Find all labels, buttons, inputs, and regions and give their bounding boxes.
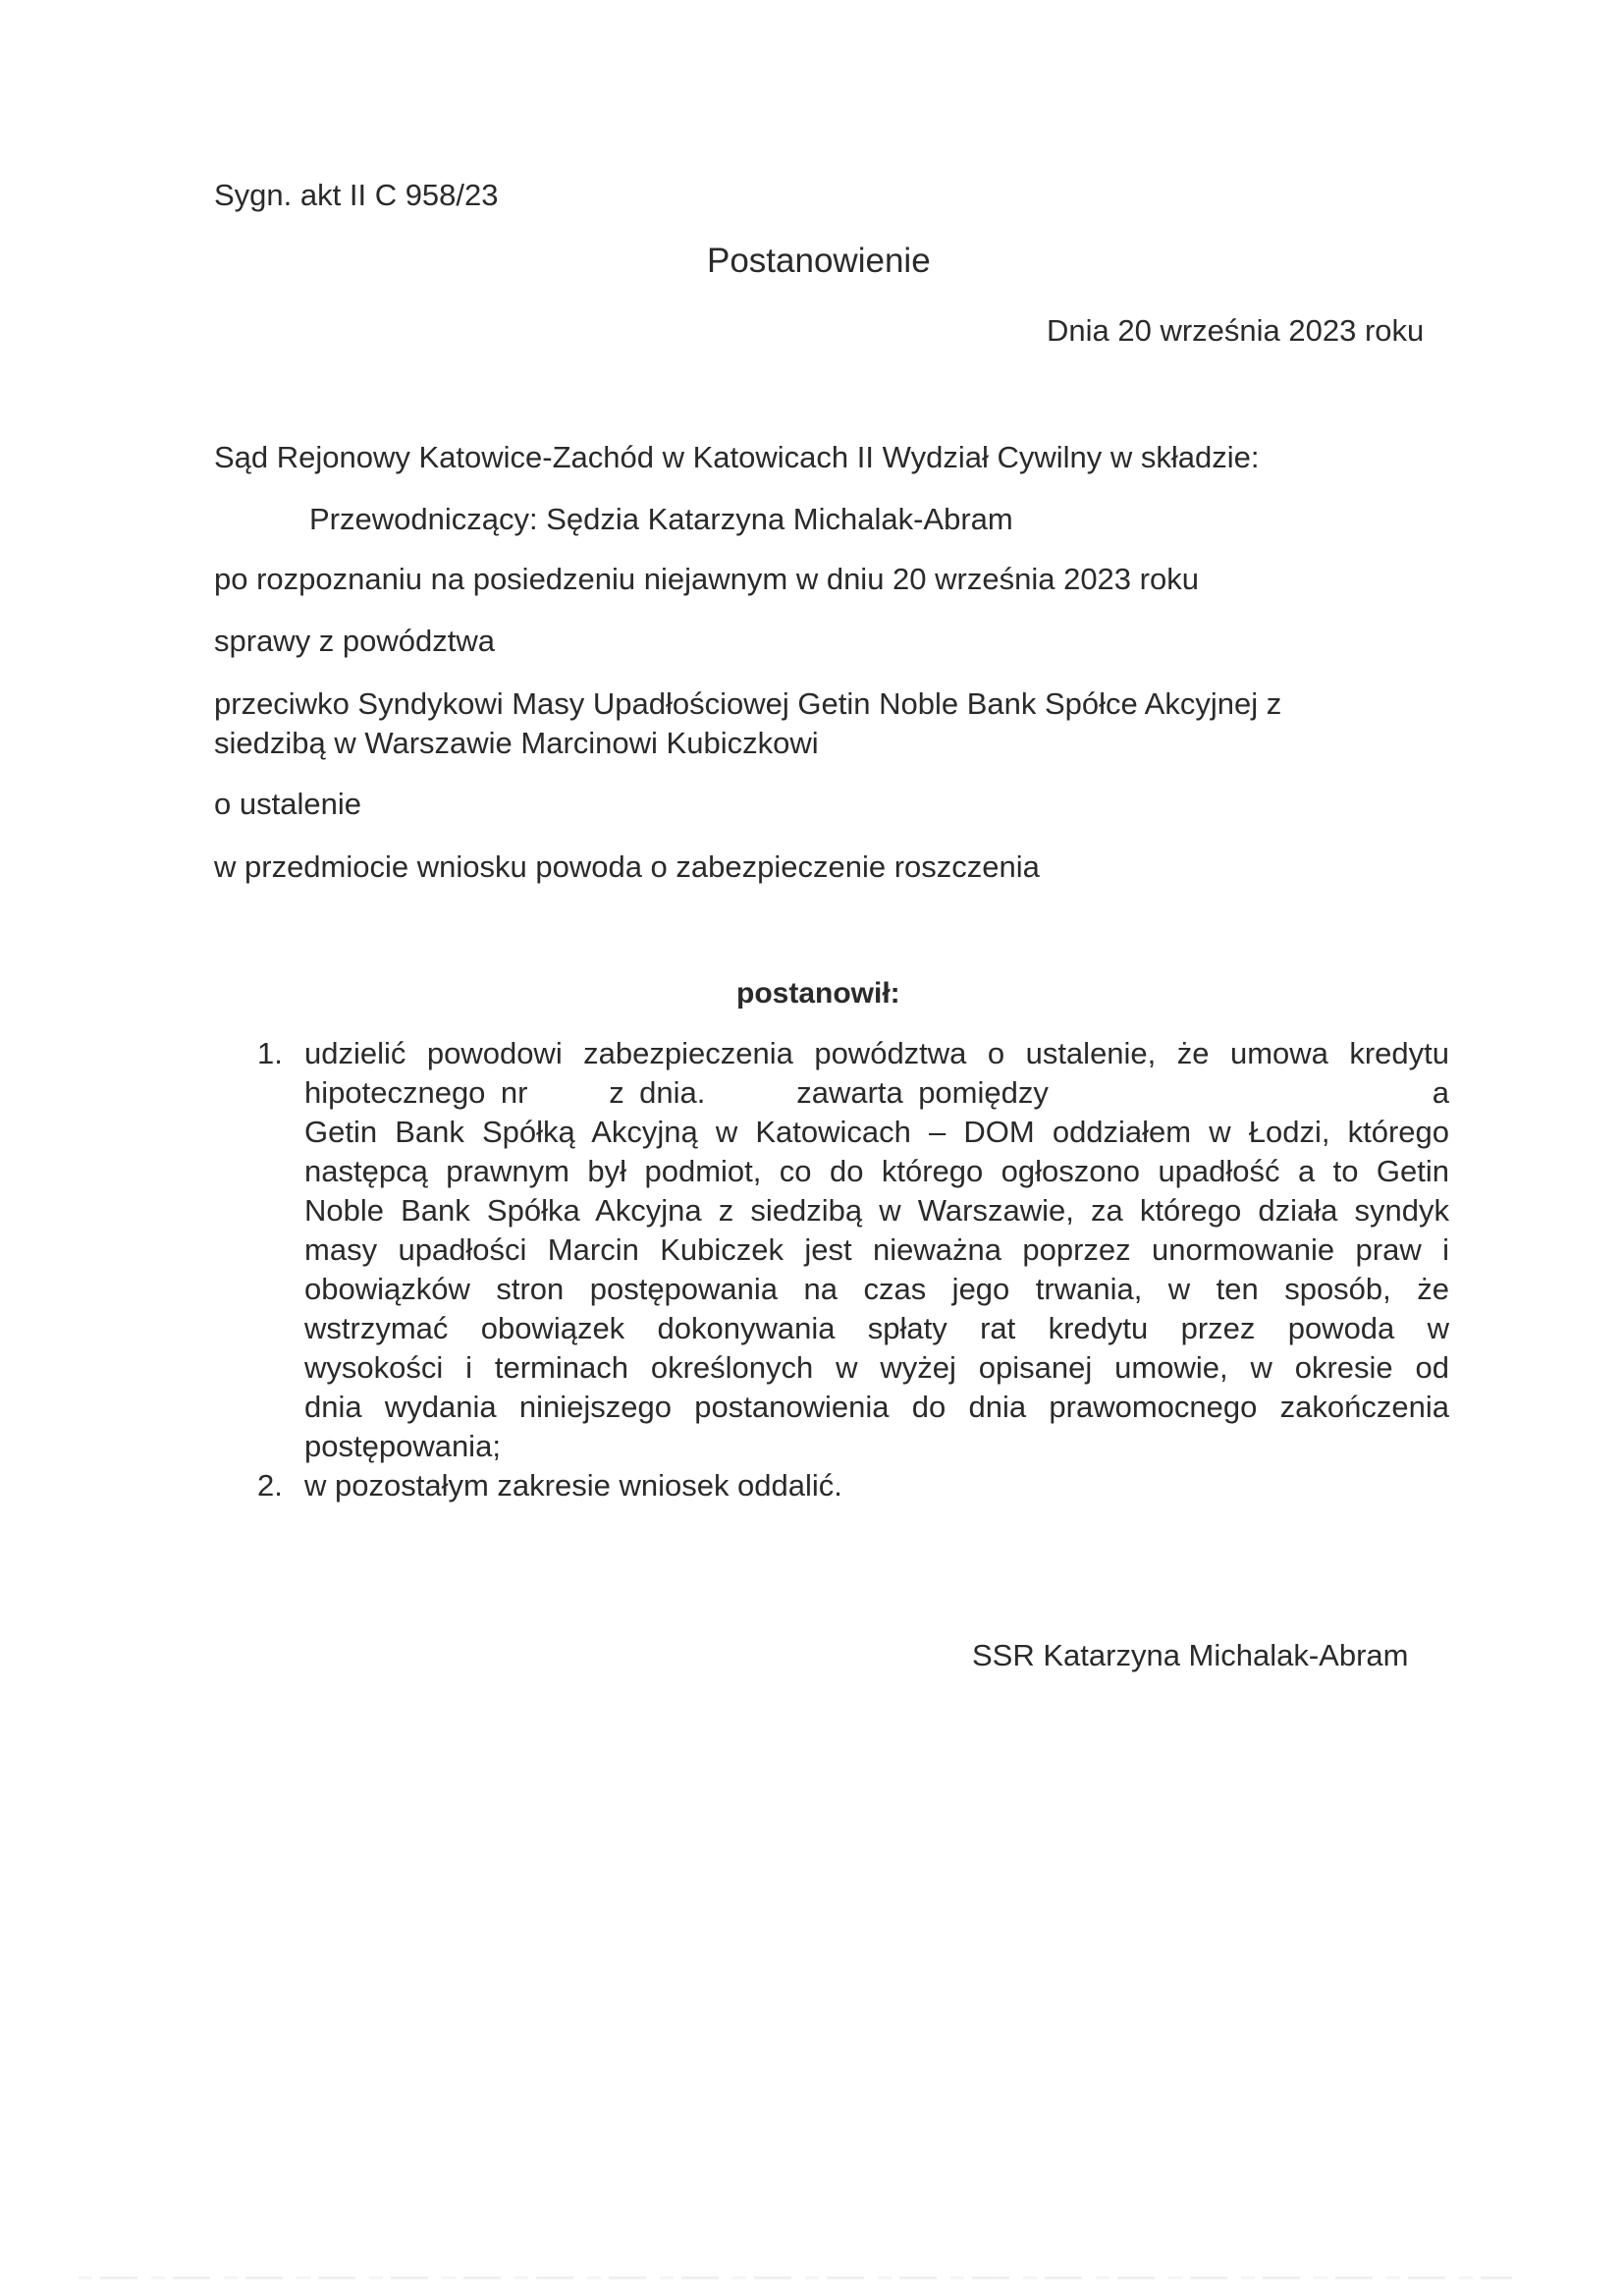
ruling-line: Getin Bank Spółką Akcyjną w Katowicach – DOM oddziałem w Łodzi, którego bbox=[304, 1115, 1449, 1149]
ruling-text bbox=[304, 1034, 1449, 1466]
ruling-line: masy upadłości Marcin Kubiczek jest nieważna poprzez unormowanie praw i bbox=[304, 1232, 1449, 1267]
ruling-line: wysokości i terminach określonych w wyżej opisanej umowie, w okresie od bbox=[304, 1350, 1449, 1385]
ruling-fragment: z dnia. bbox=[609, 1075, 706, 1110]
ruling-fragment: hipotecznego nr bbox=[304, 1075, 528, 1110]
court-composition: Sąd Rejonowy Katowice-Zachód w Katowicach II Wydział Cywilny w składzie: bbox=[214, 440, 1260, 474]
ruling-line: dnia wydania niniejszego postanowienia do dnia prawomocnego zakończenia bbox=[304, 1390, 1449, 1424]
ruling-text bbox=[304, 1466, 1449, 1505]
hearing-info: po rozpoznaniu na posiedzeniu niejawnym w dniu 20 września 2023 roku bbox=[214, 562, 1199, 596]
scan-artifact bbox=[79, 2276, 1512, 2279]
defendant-info: przeciwko Syndykowi Masy Upadłościowej Getin Noble Bank Spółce Akcyjnej z siedzibą w Warszawie Marcinowi Kubiczkowi bbox=[214, 686, 1282, 760]
ruling-list bbox=[214, 1034, 1449, 1505]
case-type: sprawy z powództwa bbox=[214, 624, 496, 658]
ruling-number: 2. bbox=[257, 1468, 283, 1503]
decision-heading: postanowił: bbox=[736, 977, 900, 1010]
case-number: Sygn. akt II C 958/23 bbox=[214, 178, 499, 212]
ruling-line: udzielić powodowi zabezpieczenia powództwa o ustalenie, że umowa kredytu bbox=[304, 1036, 1449, 1070]
ruling-item bbox=[214, 1466, 1449, 1505]
ruling-line-redacted bbox=[304, 1073, 1449, 1113]
ruling-line: Noble Bank Spółka Akcyjna z siedzibą w Warszawie, za którego działa syndyk bbox=[304, 1193, 1449, 1228]
ruling-fragment: a bbox=[1432, 1075, 1449, 1110]
judge-signature: SSR Katarzyna Michalak-Abram bbox=[972, 1638, 1409, 1672]
presiding-judge: Przewodniczący: Sędzia Katarzyna Michalak-Abram bbox=[309, 502, 1013, 536]
ruling-number: 1. bbox=[257, 1036, 283, 1070]
case-subject: o ustalenie bbox=[214, 787, 361, 821]
ruling-fragment: zawarta pomiędzy bbox=[796, 1075, 1049, 1110]
ruling-line: w pozostałym zakresie wniosek oddalić. bbox=[304, 1468, 842, 1503]
document-title: Postanowienie bbox=[707, 242, 931, 280]
ruling-line: wstrzymać obowiązek dokonywania spłaty rat kredytu przez powoda w bbox=[304, 1311, 1449, 1345]
ruling-line: obowiązków stron postępowania na czas jego trwania, w ten sposób, że bbox=[304, 1272, 1449, 1306]
ruling-line: postępowania; bbox=[304, 1429, 501, 1463]
ruling-line: następcą prawnym był podmiot, co do którego ogłoszono upadłość a to Getin bbox=[304, 1154, 1449, 1188]
ruling-item bbox=[214, 1034, 1449, 1466]
document-date: Dnia 20 września 2023 roku bbox=[1047, 313, 1425, 348]
case-matter: w przedmiocie wniosku powoda o zabezpieczenie roszczenia bbox=[214, 849, 1040, 884]
